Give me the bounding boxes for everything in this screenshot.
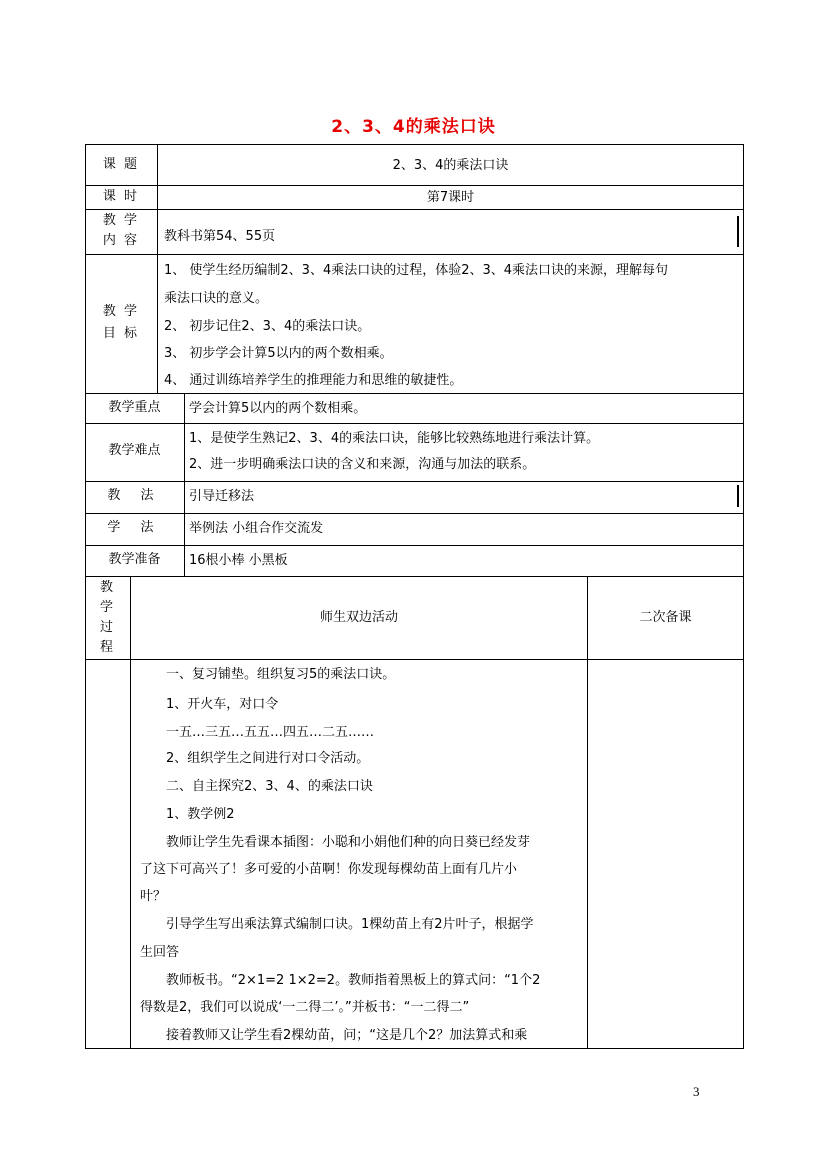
goal-line: 1、 使学生经历编制2、3、4乘法口诀的过程，体验2、3、4乘法口诀的来源，理解每句 (164, 263, 669, 278)
method-learn-label: 学 法 (107, 520, 162, 535)
process-line: 2、组织学生之间进行对口令活动。 (166, 751, 370, 766)
prep-value: 16根小棒 小黑板 (189, 553, 288, 568)
process-line: 引导学生写出乘法算式编制口诀。1棵幼苗上有2片叶子，根据学 (166, 917, 534, 932)
topic-label: 课 题 (102, 157, 140, 172)
process-line: 叶？ (140, 889, 167, 904)
method-learn-value: 举例法 小组合作交流发 (189, 521, 324, 536)
difficulty-line: 2、进一步明确乘法口诀的含义和来源，沟通与加法的联系。 (189, 457, 536, 472)
process-line: 得数是2，我们可以说成‘一二得二’。”并板书：“一二得二” (140, 1000, 470, 1015)
goals-label-2: 目 标 (102, 326, 140, 341)
difficulty-label: 教学难点 (108, 443, 161, 458)
process-line: 1、教学例2 (166, 807, 235, 822)
period-value: 第7课时 (426, 190, 475, 205)
period-label: 课 时 (102, 189, 140, 204)
document-title: 2、3、4的乘法口诀 (331, 117, 496, 137)
process-label-char: 教 (99, 580, 115, 595)
second-prep-column-header: 二次备课 (639, 610, 692, 625)
goal-line: 2、 初步记住2、3、4的乘法口诀。 (164, 319, 371, 334)
goals-label-1: 教 学 (102, 304, 140, 319)
method-teach-value: 引导迁移法 (189, 489, 255, 504)
process-line: 二、自主探究2、3、4、的乘法口诀 (166, 779, 373, 794)
content-value: 教科书第54、55页 (164, 229, 276, 244)
process-line: 教师板书。“2×1=2 1×2=2。教师指着黑板上的算式问：“1个2 (166, 973, 541, 988)
difficulty-line: 1、是使学生熟记2、3、4的乘法口诀，能够比较熟练地进行乘法计算。 (189, 431, 600, 446)
process-line: 教师让学生先看课本插图：小聪和小娟他们种的向日葵已经发芽 (166, 835, 531, 850)
content-label-2: 内 容 (102, 233, 140, 248)
process-label-char: 程 (99, 640, 115, 655)
process-line: 接着教师又让学生看2棵幼苗，问；“这是几个2？加法算式和乘 (166, 1028, 528, 1043)
process-label-char: 过 (99, 620, 115, 635)
process-line: 生回答 (140, 945, 180, 960)
content-label-1: 教 学 (102, 213, 140, 228)
process-line: 了这下可高兴了！多可爱的小苗啊！你发现每棵幼苗上面有几片小 (140, 862, 518, 877)
process-line: 1、开火车，对口令 (166, 697, 279, 712)
key-label: 教学重点 (108, 400, 161, 415)
key-value: 学会计算5以内的两个数相乘。 (189, 401, 367, 416)
goal-line: 3、 初步学会计算5以内的两个数相乘。 (164, 346, 393, 361)
activity-column-header: 师生双边活动 (319, 610, 398, 625)
goal-line: 4、 通过训练培养学生的推理能力和思维的敏捷性。 (164, 373, 463, 388)
method-teach-label: 教 法 (107, 488, 162, 503)
goal-line: 乘法口诀的意义。 (164, 291, 269, 306)
topic-value: 2、3、4的乘法口诀 (392, 158, 509, 173)
process-line: 一、复习铺垫。组织复习5的乘法口诀。 (166, 667, 396, 682)
prep-label: 教学准备 (108, 552, 161, 567)
page-number: 3 (693, 1084, 700, 1099)
process-label-char: 学 (99, 600, 115, 615)
process-line: 一五…三五…五五…四五…二五…… (166, 725, 375, 740)
